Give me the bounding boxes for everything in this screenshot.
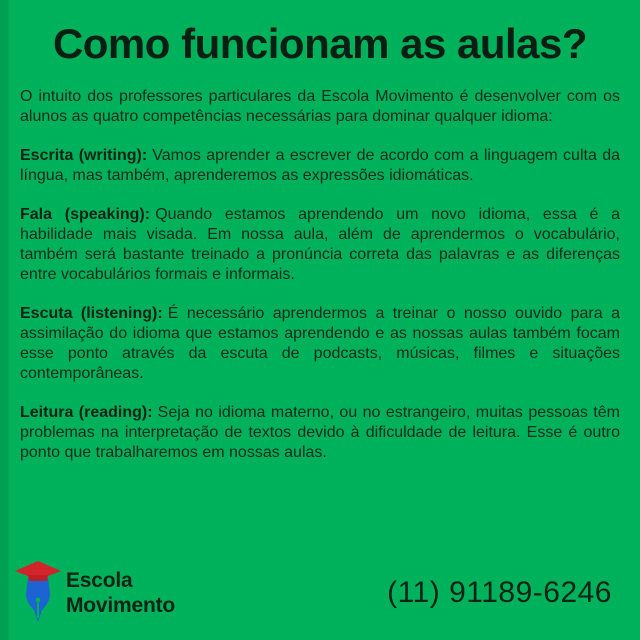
section-escrita bbox=[20, 146, 620, 186]
section-text-leitura: Seja no idioma materno, ou no estrangeiro, muitas pessoas têm problemas na interpretação de textos devido à dificuldade de leitura. Esse é outro ponto que trabalharemos em nossas aulas. bbox=[20, 404, 621, 461]
brand-name bbox=[66, 568, 175, 618]
section-escuta bbox=[20, 304, 620, 384]
section-text-escuta: É necessário aprendermos a treinar o nosso ouvido para a assimilação do idioma que estamos aprendendo e as nossas aulas também focam esse ponto através da escuta de podcasts, músicas, filmes e situações contemporâneas. bbox=[20, 305, 620, 382]
brand-lockup bbox=[14, 560, 175, 626]
phone-number: (11) 91189-6246 bbox=[387, 576, 612, 609]
brand-name-line2: Movimento bbox=[66, 594, 176, 617]
pen-nib-graduation-cap-icon bbox=[14, 560, 62, 626]
brand-name-line1: Escola bbox=[66, 569, 133, 592]
section-fala bbox=[20, 205, 620, 285]
page-title: Como funcionam as aulas? bbox=[52, 20, 588, 67]
section-label-escrita: Escrita (writing): bbox=[20, 147, 148, 164]
section-label-escuta: Escuta (listening): bbox=[20, 305, 163, 322]
content-area bbox=[0, 87, 640, 463]
intro-paragraph: O intuito dos professores particulares da Escola Movimento é desenvolver com os alunos as quatro competências necessárias para dominar qualquer idioma: bbox=[20, 88, 620, 125]
section-text-fala: Quando estamos aprendendo um novo idioma, essa é a habilidade mais visada. Em nossa aula, além de aprendermos o vocabulário, também será bastante treinado a pronúncia correta das palavras e as diferenças entre vocabulários formais e informais. bbox=[20, 206, 620, 283]
section-label-fala: Fala (speaking): bbox=[20, 206, 151, 223]
section-label-leitura: Leitura (reading): bbox=[20, 404, 153, 421]
section-text-escrita: Vamos aprender a escrever de acordo com a linguagem culta da língua, mas também, aprenderemos as expressões idiomáticas. bbox=[20, 147, 621, 184]
section-leitura bbox=[20, 403, 620, 463]
footer bbox=[0, 560, 640, 640]
